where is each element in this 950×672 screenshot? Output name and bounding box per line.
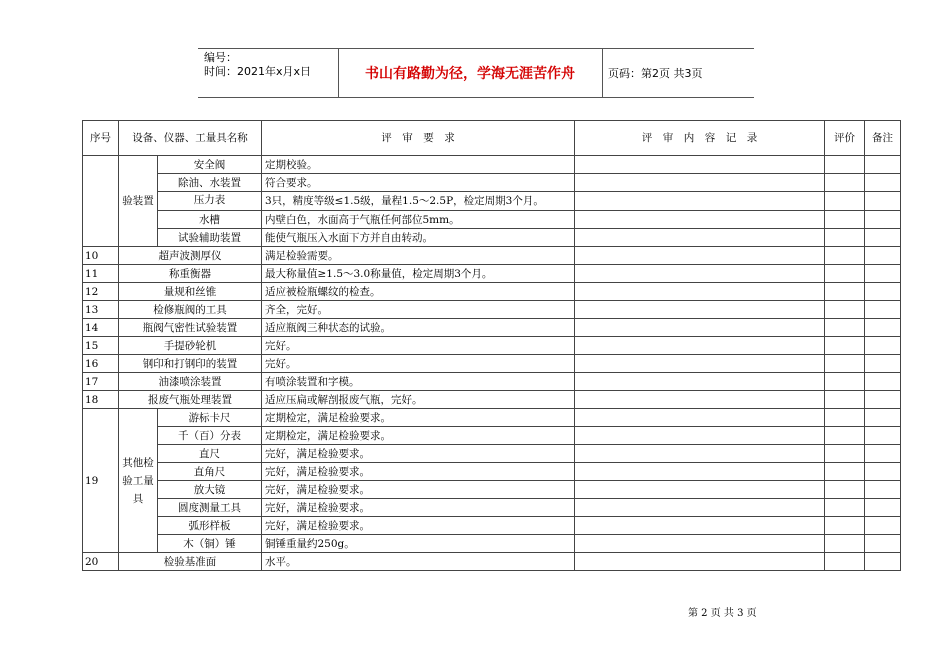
remark-cell[interactable] [865, 481, 901, 499]
requirement-text: 齐全，完好。 [262, 301, 575, 319]
record-cell[interactable] [575, 463, 825, 481]
record-cell[interactable] [575, 427, 825, 445]
evaluation-cell[interactable] [825, 247, 865, 265]
requirement-text: 完好。 [262, 337, 575, 355]
equipment-name: 安全阀 [158, 156, 262, 174]
evaluation-cell[interactable] [825, 391, 865, 409]
equipment-name: 检验基准面 [119, 553, 262, 571]
table-row [83, 301, 901, 319]
remark-cell[interactable] [865, 283, 901, 301]
requirement-text: 最大称量值≥1.5～3.0称量值，检定周期3个月。 [262, 265, 575, 283]
table-row [83, 211, 901, 229]
requirement-text: 能使气瓶压入水面下方并自由转动。 [262, 229, 575, 247]
evaluation-cell[interactable] [825, 319, 865, 337]
table-row [83, 427, 901, 445]
evaluation-cell[interactable] [825, 463, 865, 481]
equipment-name: 称重衡器 [119, 265, 262, 283]
header-equipment: 设备、仪器、工量具名称 [119, 121, 262, 156]
requirement-text: 符合要求。 [262, 174, 575, 192]
table-row [83, 391, 901, 409]
date-label: 时间：2021年x月x日 [204, 65, 312, 78]
table-row [83, 265, 901, 283]
seq-cell: 19 [83, 409, 119, 553]
table-row [83, 337, 901, 355]
requirement-text: 3只，精度等级≤1.5级，量程1.5～2.5P，检定周期3个月。 [262, 192, 575, 211]
remark-cell[interactable] [865, 211, 901, 229]
page-label: 页码：第2页 共3页 [608, 67, 703, 80]
seq-cell: 17 [83, 373, 119, 391]
record-cell[interactable] [575, 499, 825, 517]
requirement-text: 完好，满足检验要求。 [262, 499, 575, 517]
remark-cell[interactable] [865, 156, 901, 174]
record-cell[interactable] [575, 391, 825, 409]
table-row [83, 481, 901, 499]
seq-cell: 14 [83, 319, 119, 337]
equipment-name: 直角尺 [158, 463, 262, 481]
remark-cell[interactable] [865, 301, 901, 319]
equipment-name: 试验辅助装置 [158, 229, 262, 247]
record-cell[interactable] [575, 373, 825, 391]
equipment-name: 手提砂轮机 [119, 337, 262, 355]
equipment-name: 瓶阀气密性试验装置 [119, 319, 262, 337]
evaluation-cell[interactable] [825, 517, 865, 535]
record-cell[interactable] [575, 445, 825, 463]
requirement-text: 满足检验需要。 [262, 247, 575, 265]
record-cell[interactable] [575, 553, 825, 571]
table-row [83, 156, 901, 174]
table-row [83, 535, 901, 553]
requirement-text: 完好。 [262, 355, 575, 373]
record-cell[interactable] [575, 337, 825, 355]
remark-cell[interactable] [865, 499, 901, 517]
table-row [83, 229, 901, 247]
evaluation-cell[interactable] [825, 499, 865, 517]
remark-cell[interactable] [865, 174, 901, 192]
seq-cell: 18 [83, 391, 119, 409]
requirement-text: 适应被检瓶螺纹的检查。 [262, 283, 575, 301]
remark-cell[interactable] [865, 373, 901, 391]
requirement-text: 定期检定，满足检验要求。 [262, 409, 575, 427]
evaluation-cell[interactable] [825, 445, 865, 463]
review-table [82, 120, 901, 571]
equipment-name: 油漆喷涂装置 [119, 373, 262, 391]
equipment-name: 量规和丝锥 [119, 283, 262, 301]
record-cell[interactable] [575, 211, 825, 229]
table-row [83, 517, 901, 535]
equipment-name: 钢印和打钢印的装置 [119, 355, 262, 373]
table-row [83, 355, 901, 373]
header-seq: 序号 [83, 121, 119, 156]
evaluation-cell[interactable] [825, 301, 865, 319]
record-cell[interactable] [575, 301, 825, 319]
equipment-name: 直尺 [158, 445, 262, 463]
seq-cell: 12 [83, 283, 119, 301]
requirement-text: 水平。 [262, 553, 575, 571]
record-cell[interactable] [575, 409, 825, 427]
table-row [83, 283, 901, 301]
equipment-name: 除油、水装置 [158, 174, 262, 192]
equipment-name: 压力表 [158, 192, 262, 211]
number-label: 编号： [204, 51, 237, 64]
equipment-name: 超声波测厚仪 [119, 247, 262, 265]
evaluation-cell[interactable] [825, 409, 865, 427]
table-row [83, 174, 901, 192]
seq-cell: 16 [83, 355, 119, 373]
remark-cell[interactable] [865, 229, 901, 247]
remark-cell[interactable] [865, 427, 901, 445]
seq-cell: 13 [83, 301, 119, 319]
equipment-name: 游标卡尺 [158, 409, 262, 427]
remark-cell[interactable] [865, 265, 901, 283]
record-cell[interactable] [575, 319, 825, 337]
evaluation-cell[interactable] [825, 211, 865, 229]
evaluation-cell[interactable] [825, 427, 865, 445]
evaluation-cell[interactable] [825, 229, 865, 247]
equipment-name: 报废气瓶处理装置 [119, 391, 262, 409]
header-divider-2 [602, 49, 603, 97]
remark-cell[interactable] [865, 337, 901, 355]
requirement-text: 适应压扁或解剖报废气瓶，完好。 [262, 391, 575, 409]
remark-cell[interactable] [865, 391, 901, 409]
record-cell[interactable] [575, 283, 825, 301]
evaluation-cell[interactable] [825, 192, 865, 211]
table-row [83, 373, 901, 391]
group-label [119, 409, 158, 553]
evaluation-cell[interactable] [825, 373, 865, 391]
page-header [198, 48, 754, 98]
table-row [83, 319, 901, 337]
remark-cell[interactable] [865, 463, 901, 481]
requirement-text: 适应瓶阀三种状态的试验。 [262, 319, 575, 337]
remark-cell[interactable] [865, 192, 901, 211]
equipment-name: 水槽 [158, 211, 262, 229]
group-label-text: 验装置 [122, 195, 154, 207]
evaluation-cell[interactable] [825, 481, 865, 499]
equipment-name: 圆度测量工具 [158, 499, 262, 517]
evaluation-cell[interactable] [825, 337, 865, 355]
seq-cell: 20 [83, 553, 119, 571]
remark-cell[interactable] [865, 445, 901, 463]
record-cell[interactable] [575, 229, 825, 247]
remark-cell[interactable] [865, 355, 901, 373]
evaluation-cell[interactable] [825, 265, 865, 283]
requirement-text: 完好，满足检验要求。 [262, 481, 575, 499]
record-cell[interactable] [575, 192, 825, 211]
seq-cell: 11 [83, 265, 119, 283]
equipment-name: 木（铜）锤 [158, 535, 262, 553]
table-row [83, 463, 901, 481]
remark-cell[interactable] [865, 517, 901, 535]
table-row [83, 499, 901, 517]
seq-cell [83, 156, 119, 247]
requirement-text: 完好，满足检验要求。 [262, 463, 575, 481]
evaluation-cell[interactable] [825, 355, 865, 373]
remark-cell[interactable] [865, 409, 901, 427]
record-cell[interactable] [575, 247, 825, 265]
record-cell[interactable] [575, 174, 825, 192]
record-cell[interactable] [575, 517, 825, 535]
remark-cell[interactable] [865, 535, 901, 553]
remark-cell[interactable] [865, 247, 901, 265]
seq-cell: 15 [83, 337, 119, 355]
evaluation-cell[interactable] [825, 156, 865, 174]
table-header-row [83, 121, 901, 156]
header-remark: 备注 [865, 121, 901, 156]
header-evaluation: 评价 [825, 121, 865, 156]
record-cell[interactable] [575, 481, 825, 499]
record-cell[interactable] [575, 265, 825, 283]
page-footer: 第 2 页 共 3 页 [688, 608, 757, 619]
requirement-text: 完好，满足检验要求。 [262, 517, 575, 535]
table-row [83, 553, 901, 571]
remark-cell[interactable] [865, 553, 901, 571]
evaluation-cell[interactable] [825, 535, 865, 553]
equipment-name: 检修瓶阀的工具 [119, 301, 262, 319]
header-meta [204, 51, 311, 79]
requirement-text: 铜锤重量约250g。 [262, 535, 575, 553]
header-record: 评 审 内 容 记 录 [575, 121, 825, 156]
seq-cell: 10 [83, 247, 119, 265]
requirement-text: 定期检定，满足检验要求。 [262, 427, 575, 445]
evaluation-cell[interactable] [825, 283, 865, 301]
record-cell[interactable] [575, 156, 825, 174]
group-label [119, 156, 158, 247]
evaluation-cell[interactable] [825, 174, 865, 192]
remark-cell[interactable] [865, 319, 901, 337]
table-row [83, 409, 901, 427]
table-row [83, 247, 901, 265]
record-cell[interactable] [575, 355, 825, 373]
motto: 书山有路勤为径，学海无涯苦作舟 [365, 66, 575, 82]
equipment-name: 放大镜 [158, 481, 262, 499]
requirement-text: 内壁白色，水面高于气瓶任何部位5mm。 [262, 211, 575, 229]
requirement-text: 定期校验。 [262, 156, 575, 174]
requirement-text: 完好，满足检验要求。 [262, 445, 575, 463]
equipment-name: 千（百）分表 [158, 427, 262, 445]
record-cell[interactable] [575, 535, 825, 553]
equipment-name: 弧形样板 [158, 517, 262, 535]
table-row [83, 445, 901, 463]
group-label-text: 其他检验工量具 [122, 456, 154, 505]
evaluation-cell[interactable] [825, 553, 865, 571]
header-requirement: 评 审 要 求 [262, 121, 575, 156]
requirement-text: 有喷涂装置和字模。 [262, 373, 575, 391]
